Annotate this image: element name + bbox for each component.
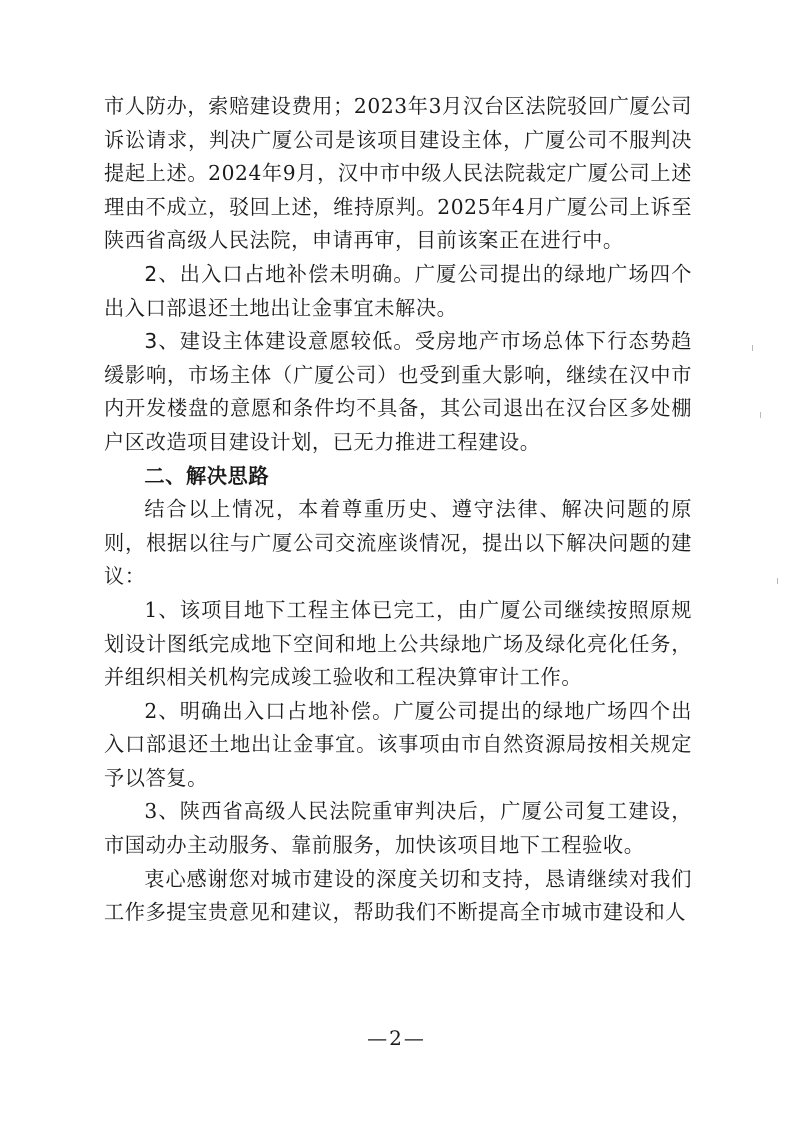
point-heading-builder-willingness: 3、建设主体建设意愿较低。 bbox=[144, 329, 415, 354]
point-body-builder-willingness: 受房地产市场总体下行态势趋缓影响，市场主体（广厦公司）也受到重大影响，继续在汉中市内开发楼盘的意愿和条件均不具备，其公司退出在汉台区多处棚户区改造项目建设计划，已无力推进工程建设。 bbox=[104, 329, 692, 454]
scan-speck bbox=[760, 412, 761, 418]
paragraph-solution-2: 2、明确出入口占地补偿。广厦公司提出的绿地广场四个出入口部退还土地出让金事宜。该事项由市自然资源局按相关规定予以答复。 bbox=[104, 698, 692, 790]
paragraph-closing-thanks: 衷心感谢您对城市建设的深度关切和支持，恳请继续对我们工作多提宝贵意见和建议，帮助我们不断提高全市城市建设和人 bbox=[104, 866, 692, 925]
scan-speck bbox=[777, 578, 778, 584]
scan-speck bbox=[752, 345, 753, 351]
paragraph-entrance-compensation bbox=[104, 258, 692, 325]
paragraph-lawsuit-status: 市人防办，索赔建设费用；2023年3月汉台区法院驳回广厦公司诉讼请求，判决广厦公司是该项目建设主体，广厦公司不服判决提起上述。2024年9月，汉中市中级人民法院裁定广厦公司上述理由不成立，驳回上述，维持原判。2025年4月广厦公司上诉至陕西省高级人民法院，申请再审，目前该案正在进行中。 bbox=[104, 94, 692, 253]
paragraph-solution-1: 1、该项目地下工程主体已完工，由广厦公司继续按照原规划设计图纸完成地下空间和地上公共绿地广场及绿化亮化任务，并组织相关机构完成竣工验收和工程决算审计工作。 bbox=[104, 597, 692, 690]
point-heading-entrance-compensation: 2、出入口占地补偿未明确。 bbox=[144, 261, 415, 286]
point-body-entrance-compensation: 广厦公司提出的绿地广场四个出入口部退还土地出让金事宜未解决。 bbox=[104, 261, 692, 320]
section-heading-solutions: 二、解决思路 bbox=[144, 463, 270, 488]
page-number: —2— bbox=[367, 1026, 426, 1050]
paragraph-solutions-intro: 结合以上情况，本着尊重历史、遵守法律、解决问题的原则，根据以往与广厦公司交流座谈情况，提出以下解决问题的建议： bbox=[104, 497, 692, 589]
paragraph-builder-willingness bbox=[104, 325, 692, 459]
paragraph-solution-3: 3、陕西省高级人民法院重审判决后，广厦公司复工建设，市国动办主动服务、靠前服务，加快该项目地下工程验收。 bbox=[104, 799, 692, 858]
document-body bbox=[104, 90, 692, 930]
